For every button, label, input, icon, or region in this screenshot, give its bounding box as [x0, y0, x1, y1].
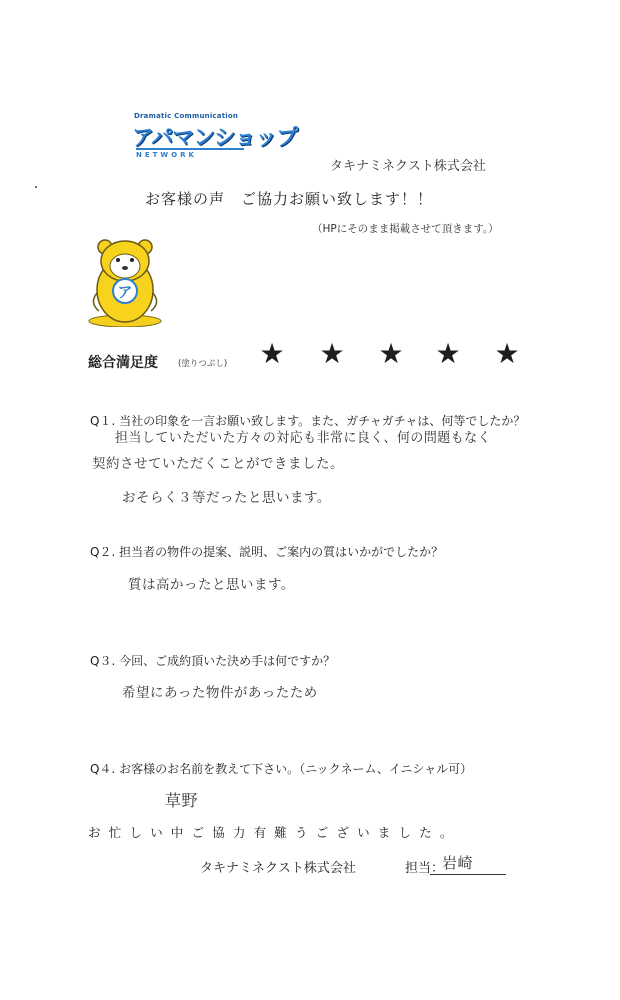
- apamanshop-logo: [128, 112, 298, 168]
- answer-4-customer-name: 草野: [165, 791, 199, 810]
- company-name-bottom: タキナミネクスト株式会社: [200, 861, 356, 876]
- rep-underline: [430, 874, 506, 875]
- rating-star-icon: ★: [435, 337, 461, 370]
- rating-star-icon: ★: [494, 337, 520, 370]
- question-4: Q４. お客様のお名前を教えて下さい。（ニックネーム、イニシャル可）: [90, 762, 473, 776]
- question-1: Q１. 当社の印象を一言お願い致します。また、ガチャガチャは、何等でしたか？: [90, 414, 526, 428]
- satisfaction-label: 総合満足度: [88, 355, 158, 371]
- svg-text:ア: ア: [117, 283, 133, 301]
- company-name-top: タキナミネクスト株式会社: [330, 159, 486, 174]
- answer-2: 質は高かったと思います。: [128, 577, 295, 593]
- publish-note: （HPにそのまま掲載させて頂きます。）: [312, 223, 499, 235]
- thanks-message: お忙しい中ご協力有難うございました。: [88, 825, 461, 840]
- rating-star-icon: ★: [259, 337, 285, 370]
- answer-3: 希望にあった物件があったため: [122, 685, 318, 701]
- scan-speck: [35, 186, 37, 188]
- mascot-illustration: [85, 235, 165, 327]
- answer-1-line-2: 契約させていただくことができました。: [92, 456, 344, 472]
- rep-name: 岩崎: [442, 854, 474, 872]
- logo-network-text: NETWORK: [136, 151, 197, 159]
- answer-1-line-3: おそらく３等だったと思います。: [122, 490, 331, 506]
- logo-brand: アパマンショップ: [132, 126, 298, 151]
- rating-star-icon: ★: [319, 337, 345, 370]
- question-2: Q２. 担当者の物件の提案、説明、ご案内の質はいかがでしたか？: [90, 545, 444, 559]
- rating-star-icon: ★: [378, 337, 404, 370]
- satisfaction-sublabel: (塗りつぶし): [178, 359, 228, 369]
- page-heading: お客様の声 ご協力お願い致します！！: [145, 190, 434, 208]
- question-3: Q３. 今回、ご成約頂いた決め手は何ですか？: [90, 654, 336, 668]
- rep-label: 担当：: [405, 861, 445, 876]
- logo-tagline: Dramatic Communication: [134, 112, 239, 120]
- logo-network: [136, 148, 244, 159]
- answer-1-line-1: 担当していただいた方々の対応も非常に良く、何の問題もなく: [115, 430, 492, 446]
